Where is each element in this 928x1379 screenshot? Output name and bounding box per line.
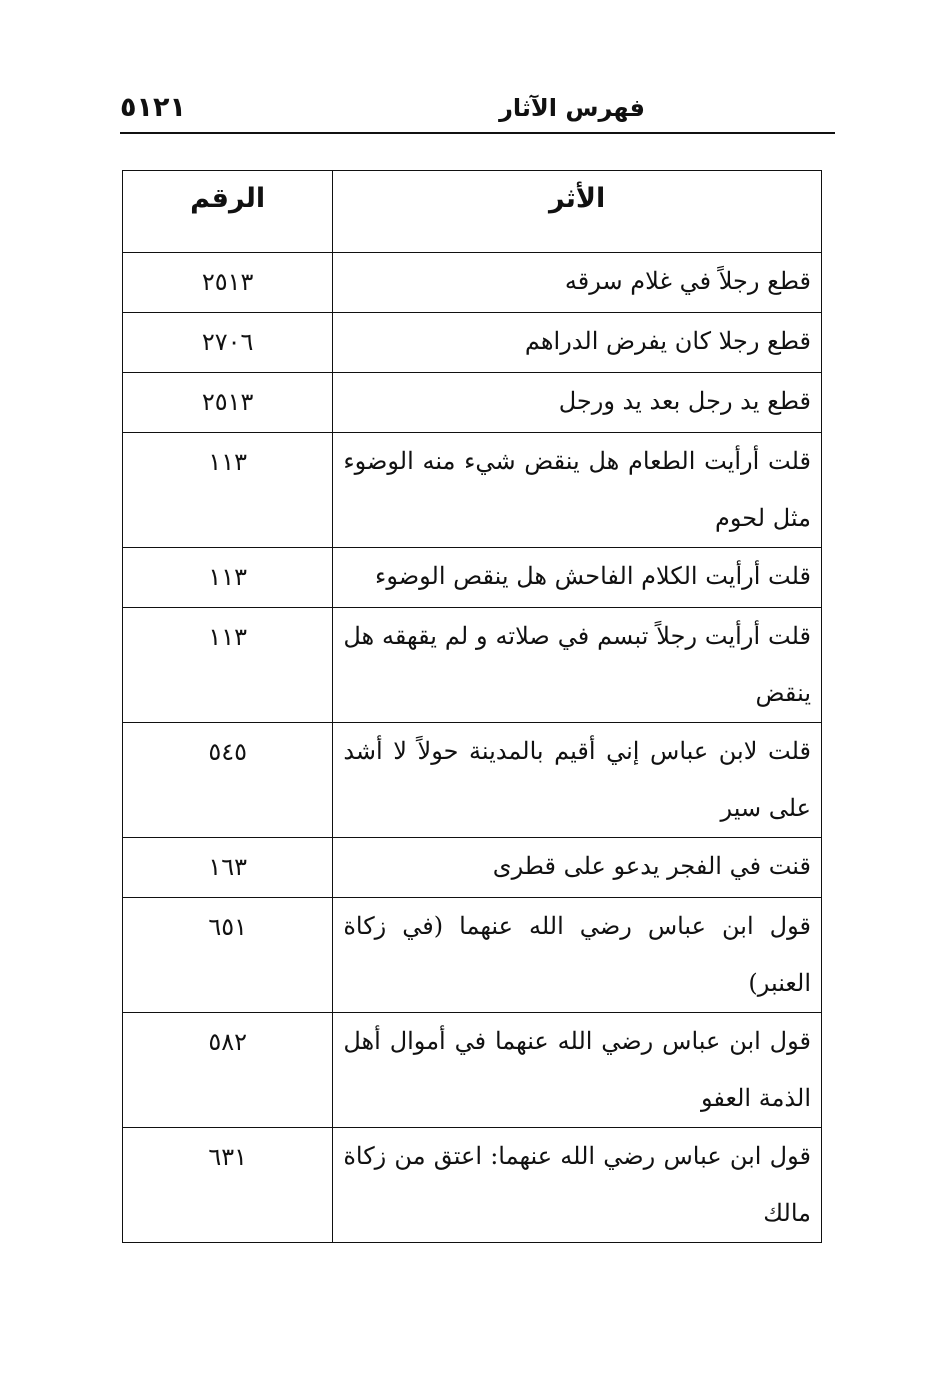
table-row bbox=[123, 838, 822, 898]
column-header-number: الرقم bbox=[123, 171, 333, 253]
table-row bbox=[123, 253, 822, 313]
table-header-row bbox=[123, 171, 822, 253]
table-row bbox=[123, 1013, 822, 1128]
number-cell: ٢٧٠٦ bbox=[123, 313, 333, 373]
athar-cell: قلت أرأيت الكلام الفاحش هل ينقص الوضوء bbox=[333, 548, 822, 608]
athar-cell: قطع رجلاً في غلام سرقه bbox=[333, 253, 822, 313]
table-row bbox=[123, 548, 822, 608]
table-row bbox=[123, 313, 822, 373]
number-cell: ٥٤٥ bbox=[123, 723, 333, 838]
athar-cell: قنت في الفجر يدعو على قطرى bbox=[333, 838, 822, 898]
page-number: ٥١٢١ bbox=[120, 92, 186, 123]
athar-cell: قول ابن عباس رضي الله عنهما في أموال أهل الذمة العفو bbox=[333, 1013, 822, 1128]
table-row bbox=[123, 608, 822, 723]
table-row bbox=[123, 373, 822, 433]
athar-cell: قلت أرأيت الطعام هل ينقض شيء منه الوضوء مثل لحوم bbox=[333, 433, 822, 548]
number-cell: ١١٣ bbox=[123, 433, 333, 548]
page-header bbox=[120, 92, 835, 132]
table-row bbox=[123, 898, 822, 1013]
table-row bbox=[123, 723, 822, 838]
number-cell: ٢٥١٣ bbox=[123, 373, 333, 433]
athar-cell: قلت أرأيت رجلاً تبسم في صلاته و لم يقهقه هل ينقض bbox=[333, 608, 822, 723]
table-row bbox=[123, 1128, 822, 1243]
number-cell: ١١٣ bbox=[123, 548, 333, 608]
athar-cell: قلت لابن عباس إني أقيم بالمدينة حولاً لا أشد على سير bbox=[333, 723, 822, 838]
athar-index-table bbox=[122, 170, 822, 1243]
number-cell: ١٦٣ bbox=[123, 838, 333, 898]
header-divider bbox=[120, 132, 835, 134]
athar-cell: قول ابن عباس رضي الله عنهما: اعتق من زكاة مالك bbox=[333, 1128, 822, 1243]
number-cell: ٥٨٢ bbox=[123, 1013, 333, 1128]
athar-cell: قطع رجلا كان يفرض الدراهم bbox=[333, 313, 822, 373]
athar-cell: قول ابن عباس رضي الله عنهما (في زكاة العنبر) bbox=[333, 898, 822, 1013]
page-title: فهرس الآثار bbox=[499, 94, 645, 122]
number-cell: ٢٥١٣ bbox=[123, 253, 333, 313]
number-cell: ٦٣١ bbox=[123, 1128, 333, 1243]
number-cell: ١١٣ bbox=[123, 608, 333, 723]
column-header-athar: الأثر bbox=[333, 171, 822, 253]
number-cell: ٦٥١ bbox=[123, 898, 333, 1013]
table-row bbox=[123, 433, 822, 548]
athar-cell: قطع يد رجل بعد يد ورجل bbox=[333, 373, 822, 433]
